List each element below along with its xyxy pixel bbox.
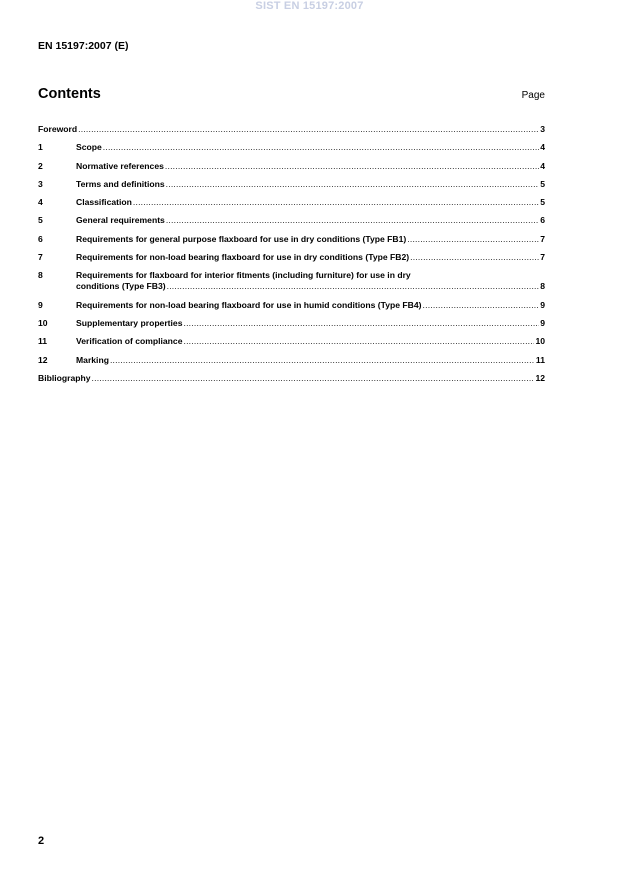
toc-entry-requirements-fb4[interactable] bbox=[38, 300, 545, 311]
toc-entry-page: 3 bbox=[540, 124, 545, 134]
toc-entry-page: 4 bbox=[540, 160, 545, 171]
toc-entry-page: 7 bbox=[540, 252, 545, 263]
toc-entry-normative-references[interactable] bbox=[38, 161, 545, 172]
toc-entry-page: 12 bbox=[535, 372, 545, 383]
toc-entry-number: 6 bbox=[38, 233, 43, 244]
toc-entry-title: Bibliography bbox=[38, 372, 91, 383]
toc-entry-number: 7 bbox=[38, 252, 43, 263]
toc-entry-bibliography[interactable] bbox=[38, 373, 545, 384]
toc-entry-page: 4 bbox=[540, 142, 545, 153]
watermark: SIST EN 15197:2007 bbox=[255, 0, 364, 12]
toc-entry-number: 12 bbox=[38, 354, 48, 365]
toc-entry-page: 11 bbox=[535, 354, 545, 365]
toc-entry-number: 10 bbox=[38, 317, 48, 328]
page-column-label: Page bbox=[521, 90, 545, 101]
toc-entry-requirements-fb3[interactable] bbox=[38, 270, 545, 292]
toc-entry-title: Requirements for non-load bearing flaxboard for use in humid conditions (Type FB4) bbox=[76, 299, 422, 310]
toc-entry-page: 7 bbox=[540, 233, 545, 244]
toc-entry-scope[interactable] bbox=[38, 142, 545, 153]
toc-entry-number: 2 bbox=[38, 160, 43, 171]
toc-entry-title: Normative references bbox=[76, 160, 164, 171]
contents-title: Contents bbox=[38, 86, 101, 102]
toc-entry-requirements-fb2[interactable] bbox=[38, 252, 545, 263]
toc-entry-requirements-fb1[interactable] bbox=[38, 234, 545, 245]
table-of-contents bbox=[38, 124, 545, 384]
toc-entry-title: Marking bbox=[76, 354, 109, 365]
toc-entry-title: General requirements bbox=[76, 215, 165, 226]
toc-entry-verification-of-compliance[interactable] bbox=[38, 336, 545, 347]
toc-entry-page: 5 bbox=[540, 178, 545, 189]
toc-entry-title: Scope bbox=[76, 142, 102, 153]
toc-entry-title: Supplementary properties bbox=[76, 317, 183, 328]
toc-entry-title: Requirements for general purpose flaxboard for use in dry conditions (Type FB1) bbox=[76, 233, 407, 244]
toc-entry-title: Requirements for non-load bearing flaxboard for use in dry conditions (Type FB2) bbox=[76, 252, 410, 263]
toc-entry-supplementary-properties[interactable] bbox=[38, 318, 545, 329]
toc-entry-number: 9 bbox=[38, 299, 43, 310]
toc-entry-page: 10 bbox=[535, 336, 545, 347]
toc-entry-page: 9 bbox=[540, 299, 545, 310]
toc-entry-terms-and-definitions[interactable] bbox=[38, 179, 545, 190]
toc-entry-number: 11 bbox=[38, 336, 48, 347]
toc-entry-title: Classification bbox=[76, 197, 132, 208]
toc-entry-number: 5 bbox=[38, 215, 43, 226]
toc-entry-number: 4 bbox=[38, 197, 43, 208]
toc-entry-number: 8 bbox=[38, 270, 43, 281]
toc-entry-number: 3 bbox=[38, 178, 43, 189]
toc-entry-number: 1 bbox=[38, 142, 43, 153]
toc-entry-title: conditions (Type FB3) bbox=[76, 281, 166, 292]
toc-entry-page: 5 bbox=[540, 197, 545, 208]
toc-entry-foreword[interactable] bbox=[38, 124, 545, 135]
toc-entry-page: 9 bbox=[540, 317, 545, 328]
toc-entry-title: Terms and definitions bbox=[76, 178, 165, 189]
toc-entry-title-line1: Requirements for flaxboard for interior fitments (including furniture) for use in dry bbox=[76, 270, 411, 281]
toc-entry-title: Foreword bbox=[38, 124, 78, 134]
toc-entry-marking[interactable] bbox=[38, 355, 545, 366]
toc-entry-title: Verification of compliance bbox=[76, 336, 183, 347]
toc-entry-page: 6 bbox=[540, 215, 545, 226]
document-id: EN 15197:2007 (E) bbox=[38, 40, 129, 52]
page-number: 2 bbox=[38, 835, 45, 847]
toc-entry-page: 8 bbox=[540, 281, 545, 292]
toc-entry-general-requirements[interactable] bbox=[38, 215, 545, 226]
toc-entry-classification[interactable] bbox=[38, 197, 545, 208]
